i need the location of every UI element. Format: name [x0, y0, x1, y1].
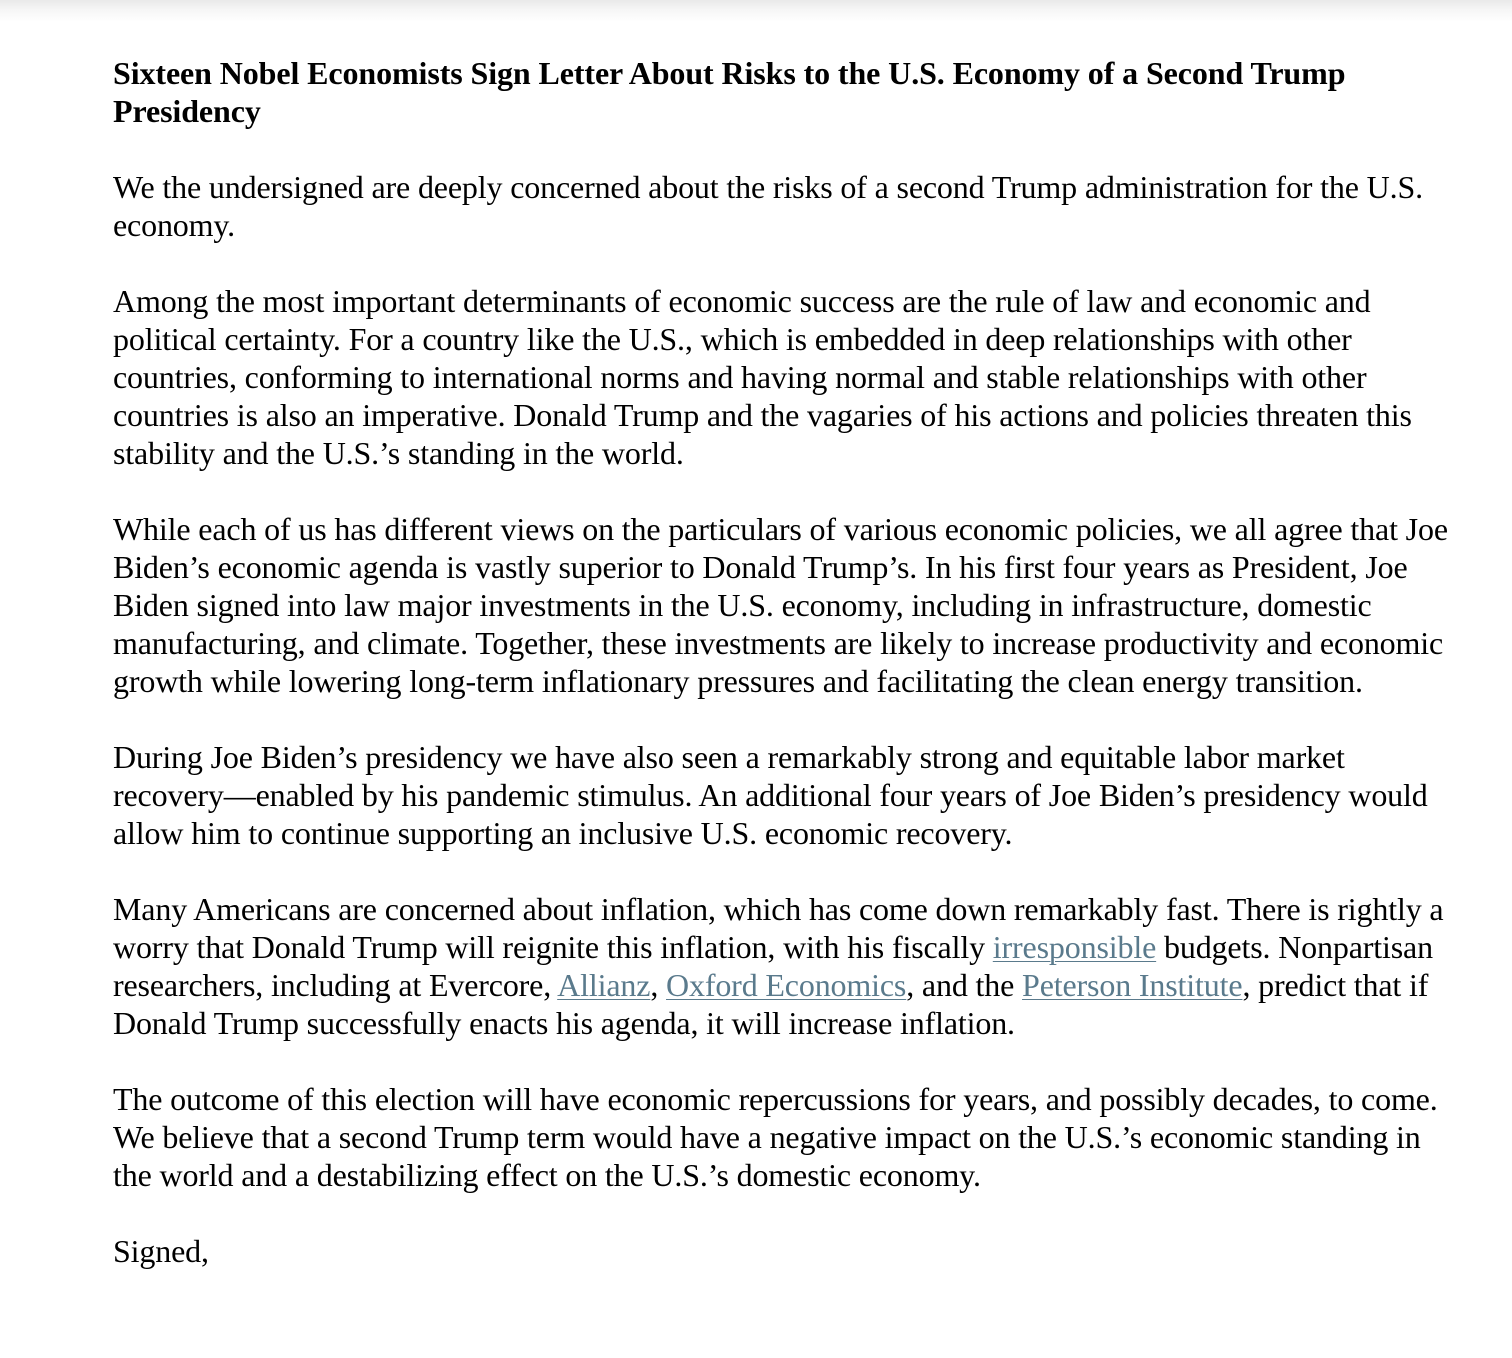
spacer [113, 1194, 1458, 1232]
paragraph-closing: The outcome of this election will have economic repercussions for years, and possibly decades, to come. We believe that a second Trump term would have a negative impact on the U.S.’s economic standing in the world and a destabilizing effect on the U.S.’s domestic economy. [113, 1081, 1438, 1193]
paragraph-economic-agenda: While each of us has different views on the particulars of various economic policies, we all agree that Joe Biden’s economic agenda is vastly superior to Donald Trump’s. In his first four years as President, Joe Biden signed into law major investments in the U.S. economy, including in infrastructure, domestic manufacturing, and climate. Together, these investments are likely to increase productivity and economic growth while lowering long-term inflationary pressures and facilitating the clean energy transition. [113, 511, 1448, 699]
inflation-text-3: , and the [906, 967, 1023, 1003]
spacer [113, 852, 1458, 890]
link-irresponsible[interactable]: irresponsible [992, 929, 1157, 965]
link-peterson-institute[interactable]: Peterson Institute [1022, 967, 1243, 1003]
inflation-text-4: , predict that if Donald Trump successfully enacts his agenda, it will increase inflation. [113, 967, 1429, 1041]
inflation-separator: , [650, 967, 667, 1003]
spacer [113, 130, 1458, 168]
spacer [113, 472, 1458, 510]
spacer [113, 1042, 1458, 1080]
inflation-text-2: budgets. Nonpartisan researchers, including at Evercore, [113, 929, 1433, 1003]
link-oxford-economics[interactable]: Oxford Economics [666, 967, 907, 1003]
letter-document [113, 54, 1458, 1270]
letter-title: Sixteen Nobel Economists Sign Letter About Risks to the U.S. Economy of a Second Trump Presidency [113, 55, 1346, 129]
paragraph-labor-market: During Joe Biden’s presidency we have also seen a remarkably strong and equitable labor market recovery—enabled by his pandemic stimulus. An additional four years of Joe Biden’s presidency would allow him to continue supporting an inclusive U.S. economic recovery. [113, 739, 1428, 851]
spacer [113, 244, 1458, 282]
paragraph-rule-of-law: Among the most important determinants of economic success are the rule of law and economic and political certainty. For a country like the U.S., which is embedded in deep relationships with other countries, conforming to international norms and having normal and stable relationships with other countries is also an imperative. Donald Trump and the vagaries of his actions and policies threaten this stability and the U.S.’s standing in the world. [113, 283, 1412, 471]
paragraph-inflation [113, 890, 1458, 1042]
spacer [113, 700, 1458, 738]
inflation-text-1: Many Americans are concerned about inflation, which has come down remarkably fast. There is rightly a worry that Donald Trump will reignite this inflation, with his fiscally [113, 891, 1444, 965]
paragraph-concern: We the undersigned are deeply concerned about the risks of a second Trump administration for the U.S. economy. [113, 169, 1423, 243]
signoff: Signed, [113, 1233, 209, 1269]
page-top-shadow [0, 0, 1512, 22]
link-allianz[interactable]: Allianz [557, 967, 651, 1003]
